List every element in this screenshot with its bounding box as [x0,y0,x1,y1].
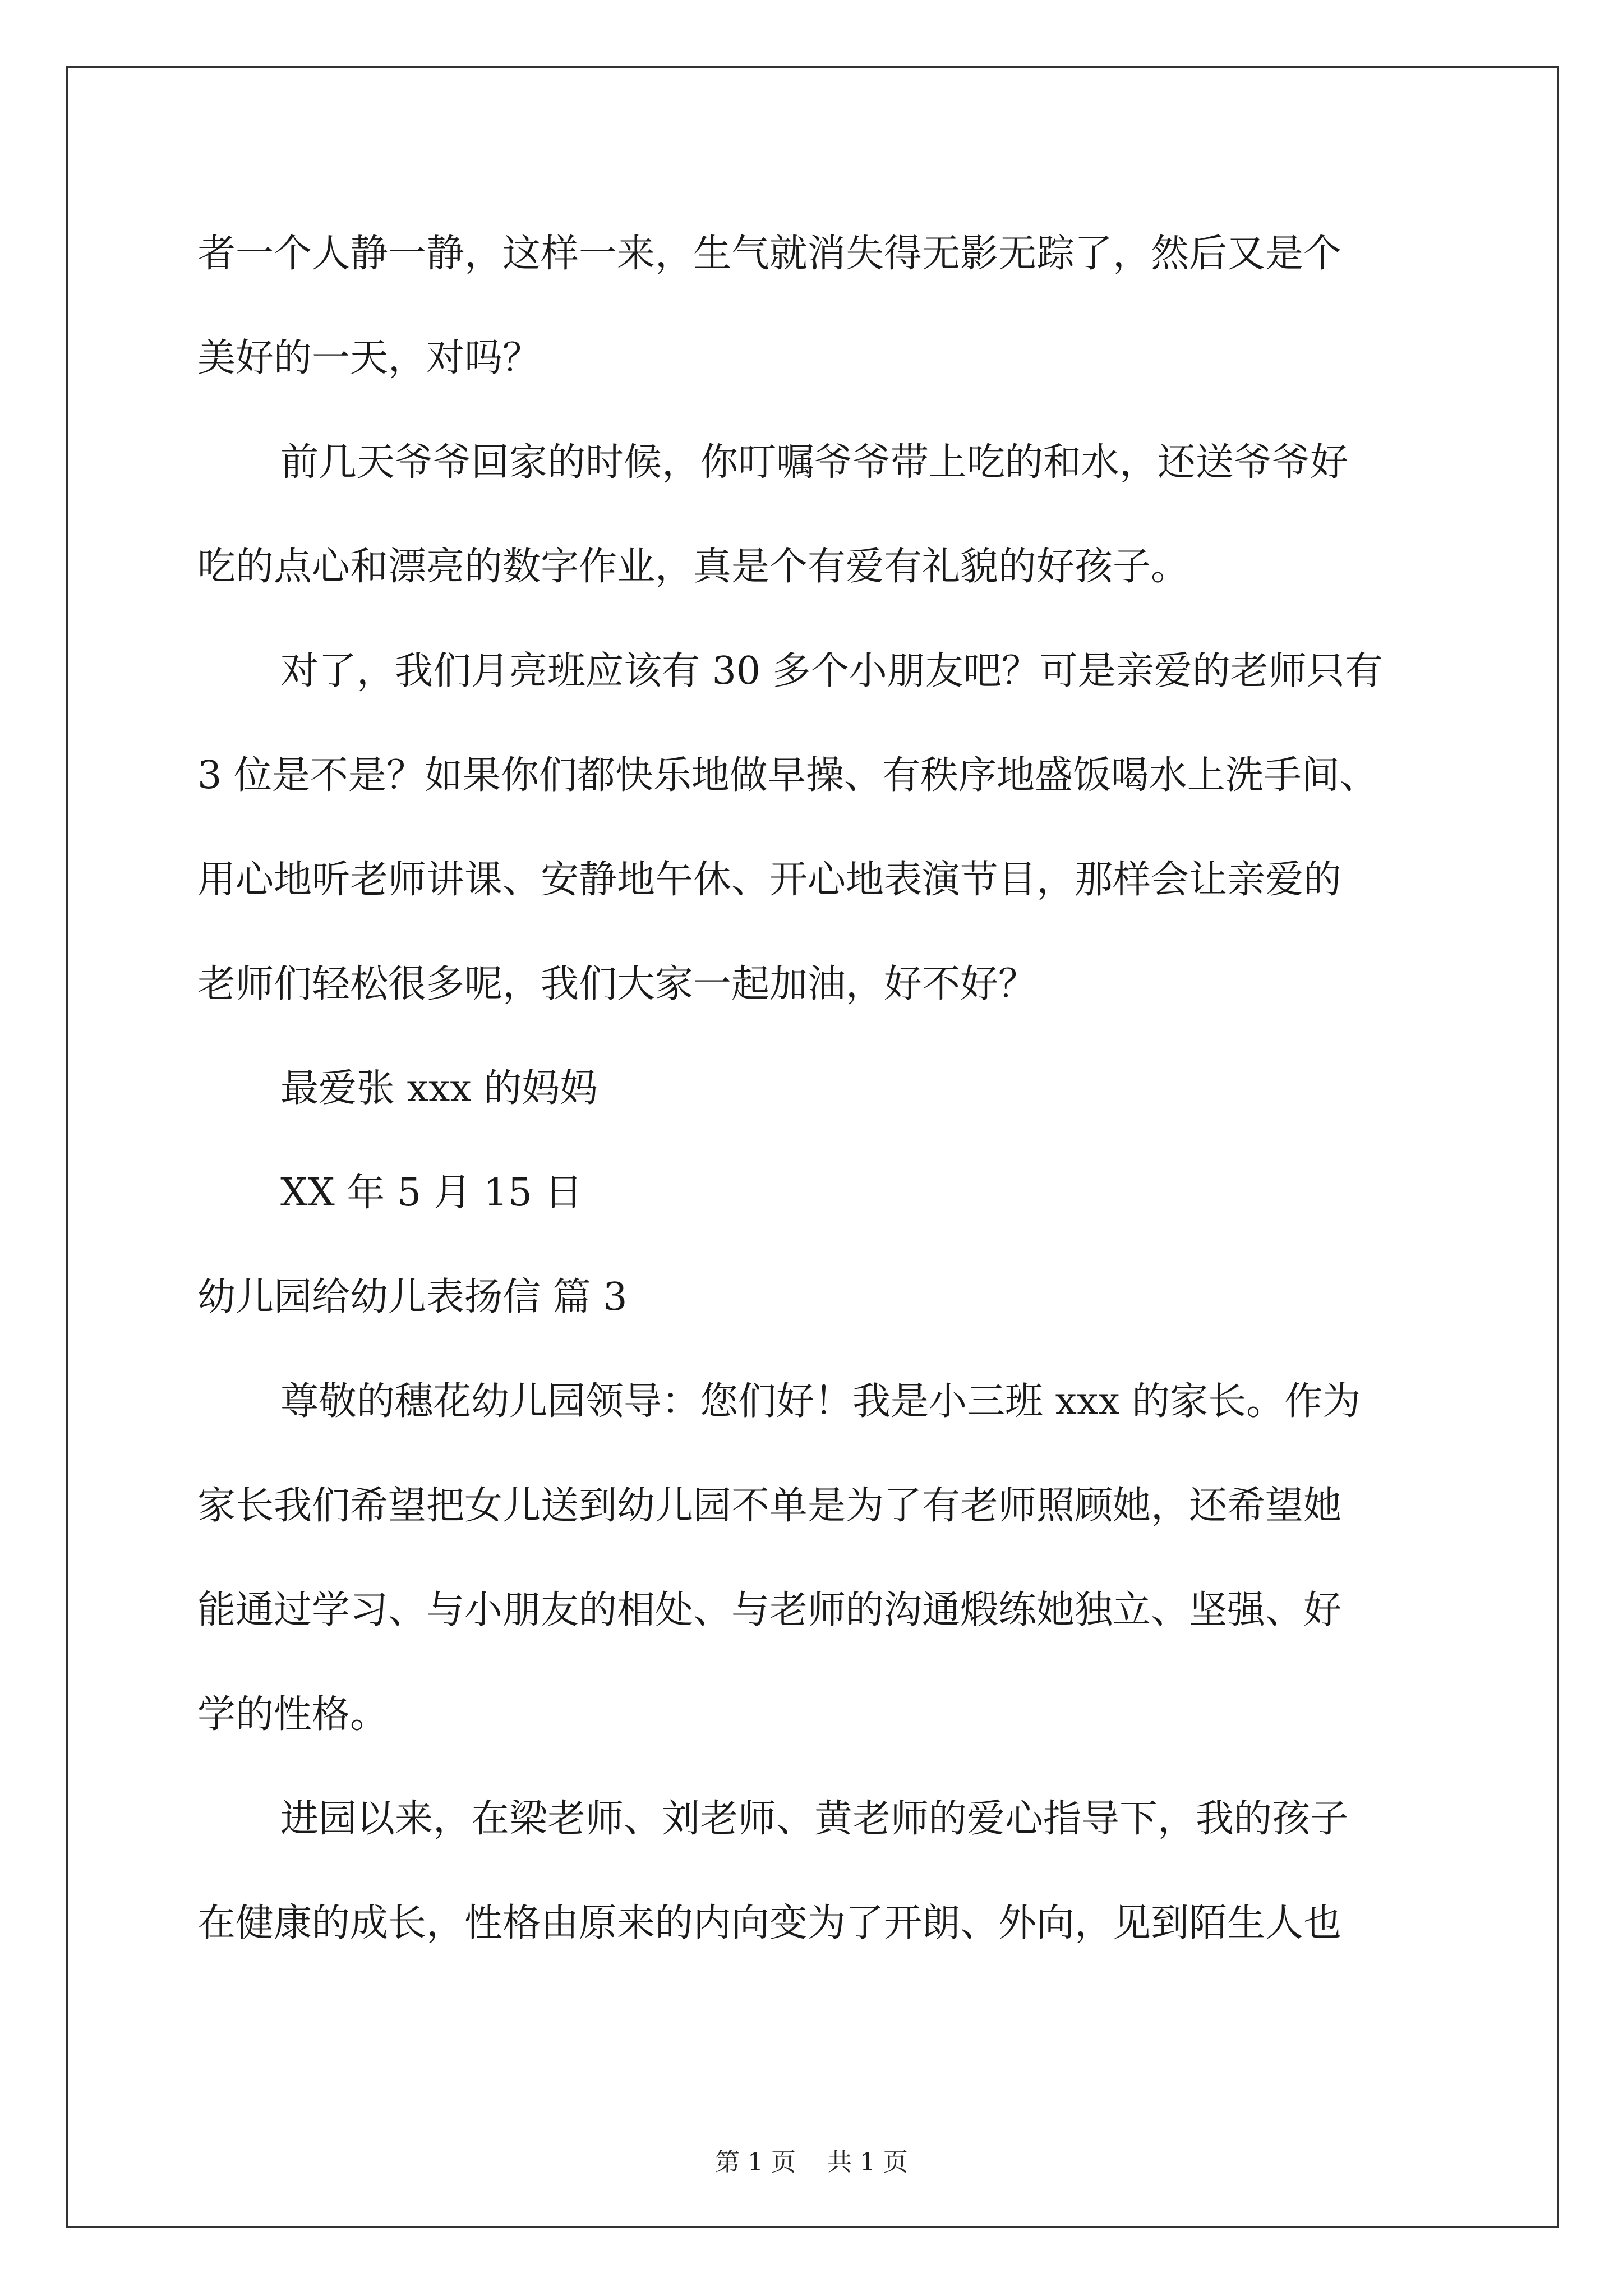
text-line-5: 对了，我们月亮班应该有 30 多个小朋友吧？可是亲爱的老师只有 [280,649,1383,693]
signature-line: 最爱张 xxx 的妈妈 [280,1066,598,1111]
text-line-17: 在健康的成长，性格由原来的内向变为了开朗、外向，见到陌生人也 [197,1901,1342,1945]
text-line-1: 者一个人静一静，这样一来，生气就消失得无影无踪了，然后又是个 [197,232,1342,276]
text-line-14: 能通过学习、与小朋友的相处、与老师的沟通煅练她独立、坚强、好 [197,1588,1342,1632]
section-heading: 幼儿园给幼儿表扬信 篇 3 [197,1275,628,1319]
text-line-12: 尊敬的穗花幼儿园领导：您们好！我是小三班 xxx 的家长。作为 [280,1379,1361,1424]
text-line-2: 美好的一天，对吗？ [197,336,541,380]
text-line-3: 前几天爷爷回家的时候，你叮嘱爷爷带上吃的和水，还送爷爷好 [280,440,1349,485]
text-line-15: 学的性格。 [197,1692,389,1737]
document-body [197,202,1428,1976]
text-line-13: 家长我们希望把女儿送到幼儿园不单是为了有老师照顾她，还希望她 [197,1484,1342,1528]
page-number-footer: 第 1 页 共 1 页 [715,2148,908,2177]
text-line-6: 3 位是不是？如果你们都快乐地做早操、有秩序地盛饭喝水上洗手间、 [197,753,1378,798]
date-line: XX 年 5 月 15 日 [280,1171,583,1215]
text-line-8: 老师们轻松很多呢，我们大家一起加油，好不好？ [197,962,1037,1006]
text-line-7: 用心地听老师讲课、安静地午休、开心地表演节目，那样会让亲爱的 [197,858,1342,902]
text-line-4: 吃的点心和漂亮的数字作业，真是个有爱有礼貌的好孩子。 [197,545,1189,589]
text-line-16: 进园以来，在梁老师、刘老师、黄老师的爱心指导下，我的孩子 [280,1797,1349,1841]
